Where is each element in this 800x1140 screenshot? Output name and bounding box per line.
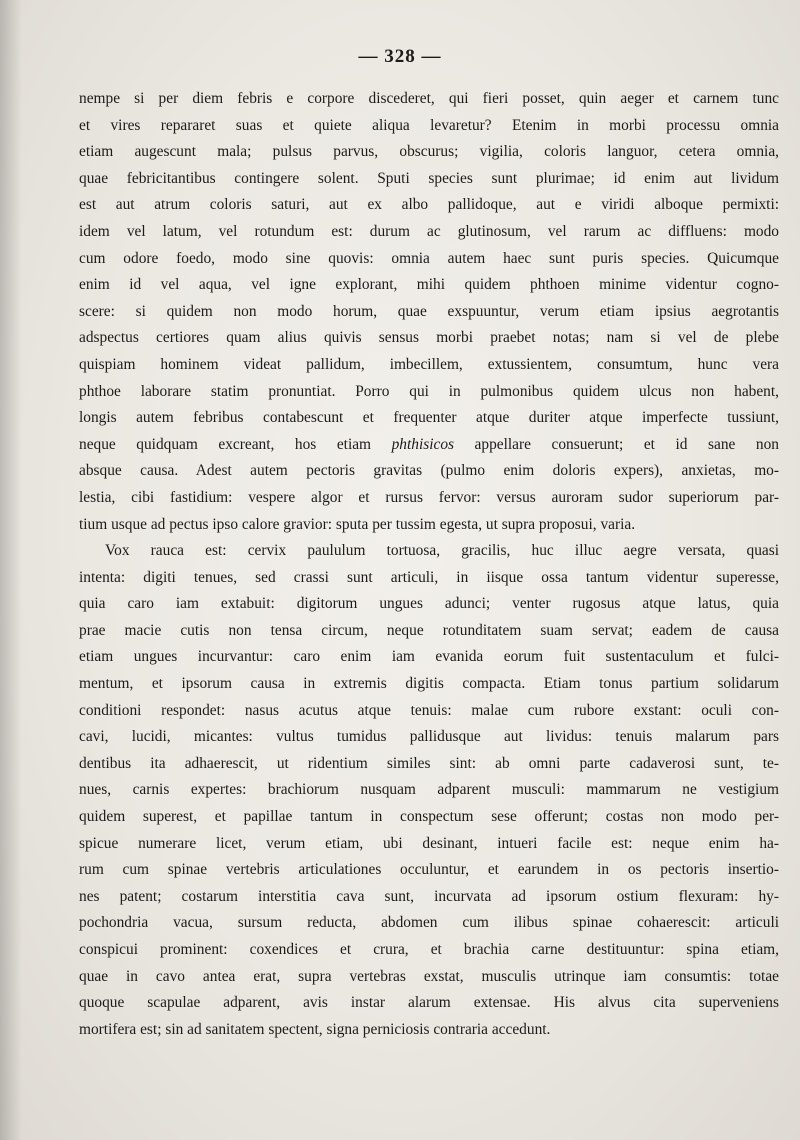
text-line: tium usque ad pectus ipso calore gravior: sputa per tussim egesta, ut supra proposui, varia.: [79, 515, 636, 533]
text-line: mentum, et ipsorum causa in extremis digitis compacta. Etiam tonus partium solidarum: [79, 675, 779, 693]
text-line: absque causa. Adest autem pectoris gravitas (pulmo enim doloris expers), anxietas, mo-: [79, 462, 779, 480]
text-line: quidem superest, et papillae tantum in conspectum sese offerunt; costas non modo per-: [79, 808, 779, 826]
text-line: mortifera est; sin ad sanitatem spectent, signa perniciosis contraria accedunt.: [79, 1020, 551, 1038]
text-line: cavi, lucidi, micantes: vultus tumidus pallidusque aut lividus: tenuis malarum pars: [79, 728, 779, 746]
text-segment: appellare consuerunt; et id sane non: [454, 435, 779, 453]
text-segment: neque quidquam excreant, hos etiam: [79, 435, 392, 453]
text-line: conditioni respondet: nasus acutus atque tenuis: malae cum rubore exstant: oculi con-: [79, 701, 779, 719]
text-line: dentibus ita adhaerescit, ut ridentium similes sint: ab omni parte cadaverosi sunt, te-: [79, 754, 779, 772]
body-text: [79, 86, 779, 1043]
text-line: pochondria vacua, sursum reducta, abdomen cum ilibus spinae cohaerescit: articuli: [79, 914, 779, 932]
text-line: scere: si quidem non modo horum, quae exspuuntur, verum etiam ipsius aegrotantis: [79, 302, 779, 320]
text-line: Vox rauca est: cervix paululum tortuosa, gracilis, huc illuc aegre versata, quasi: [105, 542, 779, 560]
text-line: quia caro iam extabuit: digitorum ungues adunci; venter rugosus atque latus, quia: [79, 595, 779, 613]
text-line: quispiam hominem videat pallidum, imbecillem, extussientem, consumtum, hunc vera: [79, 355, 779, 373]
text-line: adspectus certiores quam alius quivis sensus morbi praebet notas; nam si vel de plebe: [79, 329, 779, 347]
text-line: cum odore foedo, modo sine quovis: omnia autem haec sunt puris species. Quicumque: [79, 249, 779, 267]
text-line: [79, 432, 779, 459]
text-line: nues, carnis expertes: brachiorum nusquam adparent musculi: mammarum ne vestigium: [79, 781, 779, 799]
binding-shadow: [0, 0, 22, 1140]
text-line: etiam ungues incurvantur: caro enim iam evanida eorum fuit sustentaculum et fulci-: [79, 648, 779, 666]
text-line: conspicui prominent: coxendices et crura, et brachia carne destituuntur: spina etiam,: [79, 941, 779, 958]
text-line: est aut atrum coloris saturi, aut ex albo pallidoque, aut e viridi alboque permixti:: [79, 196, 779, 214]
text-line: prae macie cutis non tensa circum, neque rotunditatem suam servat; eadem de causa: [79, 621, 779, 639]
text-line: idem vel latum, vel rotundum est: durum ac glutinosum, vel rarum ac diffluens: modo: [79, 222, 779, 240]
text-line: intenta: digiti tenues, sed crassi sunt articuli, in iisque ossa tantum videntur superesse,: [79, 568, 779, 586]
text-line: etiam augescunt mala; pulsus parvus, obscurus; vigilia, coloris languor, cetera omnia,: [79, 143, 779, 161]
text-line: quae febricitantibus contingere solent. Sputi species sunt plurimae; id enim aut lividum: [79, 169, 779, 187]
text-line: nempe si per diem febris e corpore discederet, qui fieri posset, quin aeger et carnem tunc: [79, 90, 779, 107]
text-line: nes patent; costarum interstitia cava sunt, incurvata ad ipsorum ostium flexuram: hy-: [79, 887, 779, 905]
text-line: spicue numerare licet, verum etiam, ubi desinant, intueri facile est: neque enim ha-: [79, 834, 779, 852]
page-number: — 328 —: [358, 46, 442, 67]
text-line: et vires repararet suas et quiete aliqua levaretur? Etenim in morbi processu omnia: [79, 116, 779, 134]
text-line: quae in cavo antea erat, supra vertebras exstat, musculis utrinque iam consumtis: totae: [79, 967, 779, 985]
text-line: lestia, cibi fastidium: vespere algor et rursus fervor: versus auroram sudor superiorum par-: [79, 488, 779, 506]
text-line: enim id vel aqua, vel igne explorant, mihi quidem phthoen minime videntur cogno-: [79, 276, 779, 294]
text-line: phthoe laborare statim pronuntiat. Porro qui in pulmonibus quidem ulcus non habent,: [79, 382, 779, 400]
text-line: quoque scapulae adparent, avis instar alarum extensae. His alvus cita superveniens: [79, 994, 779, 1012]
text-line: longis autem febribus contabescunt et frequenter atque duriter atque imperfecte tussiunt,: [79, 409, 779, 427]
italic-term: phthisicos: [391, 435, 454, 453]
text-line: rum cum spinae vertebris articulationes occuluntur, et earundem in os pectoris insertio-: [79, 861, 779, 879]
